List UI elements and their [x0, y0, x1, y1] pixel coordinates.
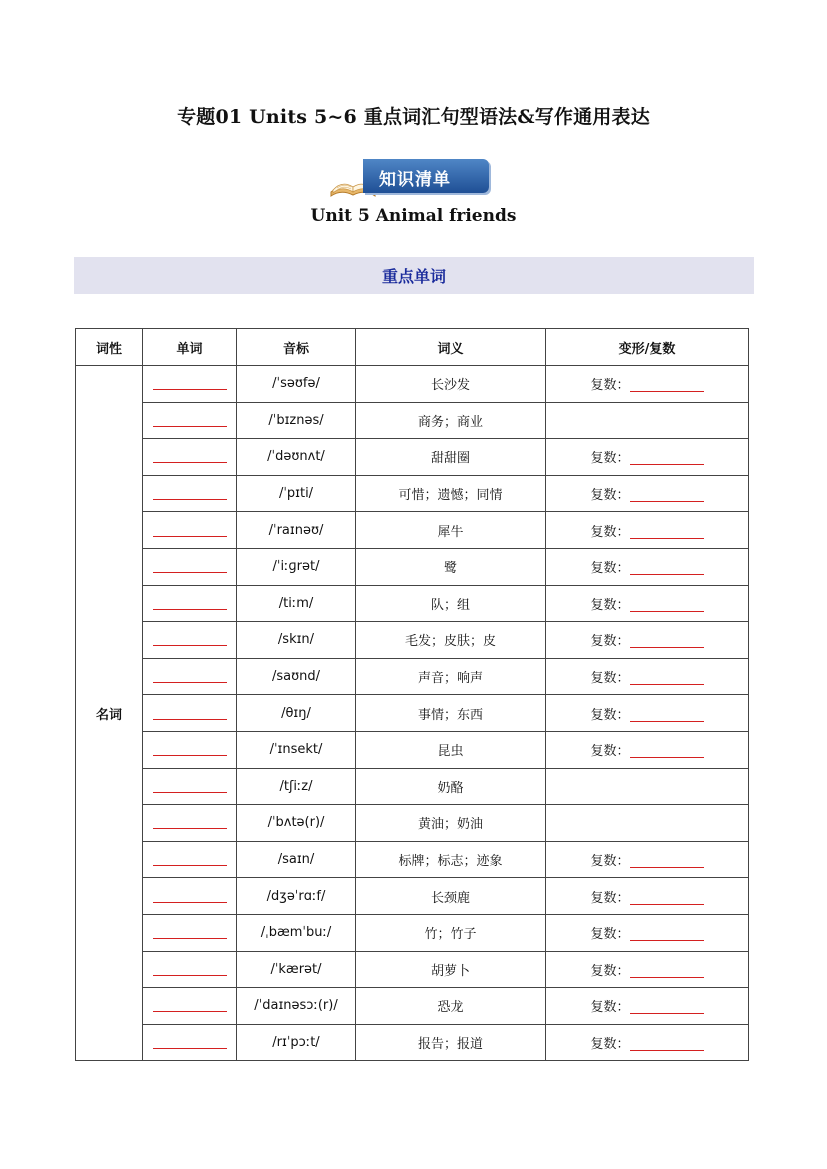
- plural-cell[interactable]: [546, 439, 749, 476]
- word-blank[interactable]: [153, 524, 227, 537]
- word-blank[interactable]: [153, 853, 227, 866]
- word-blank[interactable]: [153, 707, 227, 720]
- plural-cell-empty: [546, 805, 749, 842]
- banner-badge: [363, 159, 489, 193]
- plural-label: 复数：: [590, 1036, 630, 1052]
- table-row: [76, 475, 749, 512]
- plural-blank[interactable]: [630, 709, 704, 722]
- pos-cell: 名词: [76, 366, 143, 1061]
- meaning-cell: 犀牛: [356, 512, 546, 549]
- plural-blank[interactable]: [630, 928, 704, 941]
- word-blank-cell[interactable]: [143, 512, 237, 549]
- plural-blank[interactable]: [630, 452, 704, 465]
- header-plural: 变形/复数: [546, 329, 749, 366]
- phonetic-cell: /ˈdaɪnəsɔː(r)/: [237, 988, 356, 1025]
- meaning-cell: 事情；东西: [356, 695, 546, 732]
- plural-blank[interactable]: [630, 526, 704, 539]
- section-title: 重点单词: [381, 267, 446, 286]
- phonetic-cell: /ˈpɪti/: [237, 475, 356, 512]
- meaning-cell: 竹；竹子: [356, 914, 546, 951]
- table-row: [76, 622, 749, 659]
- plural-blank[interactable]: [630, 672, 704, 685]
- plural-cell[interactable]: [546, 841, 749, 878]
- word-blank[interactable]: [153, 743, 227, 756]
- phonetic-cell: /saʊnd/: [237, 658, 356, 695]
- table-row: [76, 548, 749, 585]
- header-phonetic: 音标: [237, 329, 356, 366]
- table-row: [76, 731, 749, 768]
- meaning-cell: 昆虫: [356, 731, 546, 768]
- table-row: [76, 805, 749, 842]
- meaning-cell: 可惜；遗憾；同情: [356, 475, 546, 512]
- meaning-cell: 标牌；标志；迹象: [356, 841, 546, 878]
- phonetic-cell: /ˈbʌtə(r)/: [237, 805, 356, 842]
- plural-cell[interactable]: [546, 585, 749, 622]
- word-blank-cell[interactable]: [143, 366, 237, 403]
- plural-blank[interactable]: [630, 1001, 704, 1014]
- word-blank[interactable]: [153, 1036, 227, 1049]
- table-row: [76, 768, 749, 805]
- word-blank[interactable]: [153, 633, 227, 646]
- plural-label: 复数：: [590, 561, 630, 577]
- meaning-cell: 毛发；皮肤；皮: [356, 622, 546, 659]
- section-header: [74, 257, 754, 294]
- plural-label: 复数：: [590, 890, 630, 906]
- unit-title: Unit 5 Animal friends: [310, 206, 517, 226]
- word-blank-cell[interactable]: [143, 805, 237, 842]
- plural-cell[interactable]: [546, 366, 749, 403]
- plural-cell[interactable]: [546, 475, 749, 512]
- phonetic-cell: /rɪˈpɔːt/: [237, 1024, 356, 1061]
- word-blank-cell[interactable]: [143, 914, 237, 951]
- document-title: 专题01 Units 5~6 重点词汇句型语法&写作通用表达: [177, 106, 650, 128]
- plural-cell[interactable]: [546, 622, 749, 659]
- plural-blank[interactable]: [630, 855, 704, 868]
- meaning-cell: 奶酪: [356, 768, 546, 805]
- plural-label: 复数：: [590, 671, 630, 687]
- word-blank-cell[interactable]: [143, 658, 237, 695]
- plural-label: 复数：: [590, 707, 630, 723]
- plural-cell[interactable]: [546, 695, 749, 732]
- plural-cell[interactable]: [546, 512, 749, 549]
- word-blank-cell[interactable]: [143, 768, 237, 805]
- word-blank[interactable]: [153, 560, 227, 573]
- knowledge-list-banner: [329, 156, 495, 200]
- word-blank-cell[interactable]: [143, 439, 237, 476]
- word-blank-cell[interactable]: [143, 951, 237, 988]
- plural-cell[interactable]: [546, 731, 749, 768]
- plural-cell[interactable]: [546, 914, 749, 951]
- table-row: [76, 695, 749, 732]
- table-row: [76, 512, 749, 549]
- table-header-row: [76, 329, 749, 366]
- table-row: [76, 988, 749, 1025]
- plural-cell[interactable]: [546, 988, 749, 1025]
- word-blank[interactable]: [153, 670, 227, 683]
- meaning-cell: 甜甜圈: [356, 439, 546, 476]
- plural-label: 复数：: [590, 451, 630, 467]
- phonetic-cell: /ˈsəʊfə/: [237, 366, 356, 403]
- plural-blank[interactable]: [630, 745, 704, 758]
- word-blank[interactable]: [153, 414, 227, 427]
- table-row: [76, 1024, 749, 1061]
- phonetic-cell: /dʒəˈrɑːf/: [237, 878, 356, 915]
- plural-cell[interactable]: [546, 951, 749, 988]
- word-blank-cell[interactable]: [143, 548, 237, 585]
- plural-blank[interactable]: [630, 1038, 704, 1051]
- word-blank-cell[interactable]: [143, 878, 237, 915]
- plural-blank[interactable]: [630, 965, 704, 978]
- word-blank-cell[interactable]: [143, 841, 237, 878]
- header-meaning: 词义: [356, 329, 546, 366]
- phonetic-cell: /ˈiːɡrət/: [237, 548, 356, 585]
- word-blank-cell[interactable]: [143, 695, 237, 732]
- word-blank[interactable]: [153, 816, 227, 829]
- plural-label: 复数：: [590, 854, 630, 870]
- word-blank[interactable]: [153, 597, 227, 610]
- header-pos: 词性: [76, 329, 143, 366]
- banner-label: 知识清单: [379, 170, 451, 190]
- plural-blank[interactable]: [630, 599, 704, 612]
- plural-label: 复数：: [590, 597, 630, 613]
- meaning-cell: 胡萝卜: [356, 951, 546, 988]
- table-row: [76, 658, 749, 695]
- word-blank-cell[interactable]: [143, 1024, 237, 1061]
- table-row: [76, 914, 749, 951]
- plural-label: 复数：: [590, 744, 630, 760]
- word-blank[interactable]: [153, 963, 227, 976]
- word-blank[interactable]: [153, 377, 227, 390]
- phonetic-cell: /ˈraɪnəʊ/: [237, 512, 356, 549]
- meaning-cell: 恐龙: [356, 988, 546, 1025]
- plural-cell[interactable]: [546, 658, 749, 695]
- word-blank-cell[interactable]: [143, 731, 237, 768]
- plural-label: 复数：: [590, 378, 630, 394]
- phonetic-cell: /tiːm/: [237, 585, 356, 622]
- table-row: [76, 439, 749, 476]
- phonetic-cell: /θɪŋ/: [237, 695, 356, 732]
- vocabulary-table: [75, 328, 749, 1061]
- plural-label: 复数：: [590, 524, 630, 540]
- word-blank-cell[interactable]: [143, 585, 237, 622]
- word-blank[interactable]: [153, 999, 227, 1012]
- table-row: [76, 878, 749, 915]
- plural-blank[interactable]: [630, 635, 704, 648]
- meaning-cell: 商务；商业: [356, 402, 546, 439]
- meaning-cell: 队；组: [356, 585, 546, 622]
- plural-label: 复数：: [590, 927, 630, 943]
- plural-cell[interactable]: [546, 878, 749, 915]
- plural-label: 复数：: [590, 963, 630, 979]
- phonetic-cell: /ˌbæmˈbuː/: [237, 914, 356, 951]
- plural-cell-empty: [546, 768, 749, 805]
- word-blank[interactable]: [153, 926, 227, 939]
- word-blank-cell[interactable]: [143, 622, 237, 659]
- table-row: [76, 585, 749, 622]
- plural-blank[interactable]: [630, 562, 704, 575]
- plural-cell[interactable]: [546, 548, 749, 585]
- table-row: [76, 841, 749, 878]
- table-row: [76, 402, 749, 439]
- plural-label: 复数：: [590, 634, 630, 650]
- word-blank[interactable]: [153, 890, 227, 903]
- meaning-cell: 长沙发: [356, 366, 546, 403]
- phonetic-cell: /saɪn/: [237, 841, 356, 878]
- meaning-cell: 鹭: [356, 548, 546, 585]
- meaning-cell: 长颈鹿: [356, 878, 546, 915]
- phonetic-cell: /tʃiːz/: [237, 768, 356, 805]
- phonetic-cell: /ˈɪnsekt/: [237, 731, 356, 768]
- plural-blank[interactable]: [630, 379, 704, 392]
- table-row: [76, 951, 749, 988]
- word-blank-cell[interactable]: [143, 475, 237, 512]
- plural-blank[interactable]: [630, 892, 704, 905]
- table-row: [76, 366, 749, 403]
- word-blank[interactable]: [153, 450, 227, 463]
- word-blank[interactable]: [153, 780, 227, 793]
- header-word: 单词: [143, 329, 237, 366]
- meaning-cell: 报告；报道: [356, 1024, 546, 1061]
- plural-label: 复数：: [590, 1000, 630, 1016]
- word-blank-cell[interactable]: [143, 988, 237, 1025]
- meaning-cell: 声音；响声: [356, 658, 546, 695]
- plural-label: 复数：: [590, 488, 630, 504]
- phonetic-cell: /ˈdəʊnʌt/: [237, 439, 356, 476]
- plural-cell-empty: [546, 402, 749, 439]
- plural-cell[interactable]: [546, 1024, 749, 1061]
- plural-blank[interactable]: [630, 489, 704, 502]
- phonetic-cell: /ˈkærət/: [237, 951, 356, 988]
- word-blank[interactable]: [153, 487, 227, 500]
- word-blank-cell[interactable]: [143, 402, 237, 439]
- phonetic-cell: /ˈbɪznəs/: [237, 402, 356, 439]
- meaning-cell: 黄油；奶油: [356, 805, 546, 842]
- phonetic-cell: /skɪn/: [237, 622, 356, 659]
